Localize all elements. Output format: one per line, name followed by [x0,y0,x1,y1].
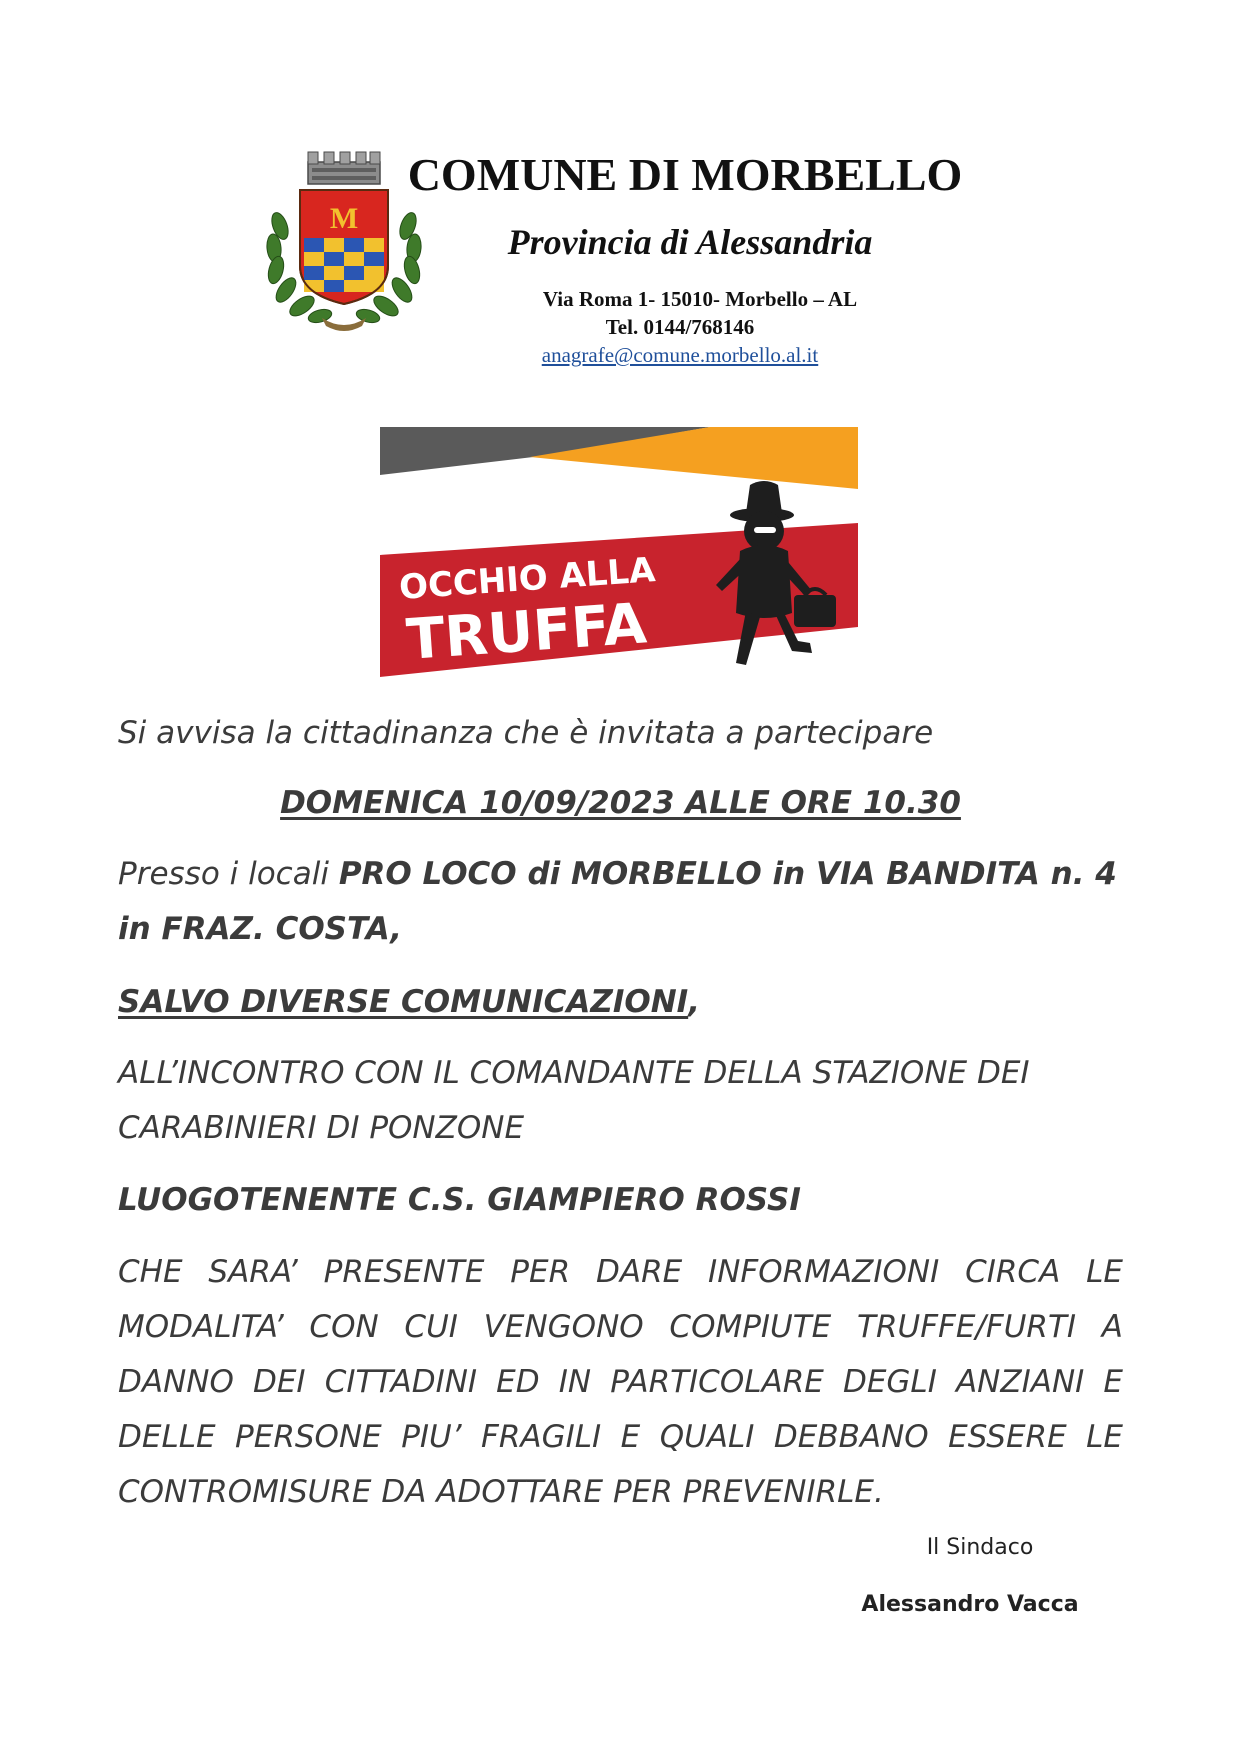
event-location [118,847,1123,957]
municipality-title: COMUNE DI MORBELLO [407,149,963,200]
telephone-line: Tel. 0144/768146 [605,315,755,339]
crown-icon [308,152,380,184]
salvo-comma: , [688,984,700,1020]
meeting-description: ALL’INCONTRO CON IL COMANDANTE DELLA STAZIONE DEI CARABINIERI DI PONZONE [118,1055,1030,1146]
salvo-text: SALVO DIVERSE COMUNICAZIONI [118,984,689,1020]
thief-eyes-icon [754,527,776,533]
meeting-details: CHE SARA’ PRESENTE PER DARE INFORMAZIONI CIRCA LE MODALITA’ CON CUI VENGONO COMPIUTE TRUFFE/FURTI A DANNO DEI CITTADINI ED IN PARTICOLARE DEGLI ANZIANI E DELLE PERSONE PIU’ FRAGILI E QUALI DEBBANO ESSERE LE CONTROMISURE DA ADOTTARE PER PREVENIRLE. [118,1254,1123,1510]
location-prefix: Presso i locali [118,856,339,892]
banner-line-1: OCCHIO ALLA [397,550,657,608]
location-detail: PRO LOCO di MORBELLO in VIA BANDITA n. 4 in FRAZ. COSTA, [118,856,1117,947]
salvo-notice [118,975,1123,1030]
address-line: Via Roma 1- 15010- Morbello – AL [542,287,858,311]
crest-letter: M [329,202,359,235]
invitation-intro: Si avvisa la cittadinanza che è invitata a partecipare [118,715,934,751]
officer-name: LUOGOTENENTE C.S. GIAMPIERO ROSSI [118,1182,801,1218]
province-subtitle: Provincia di Alessandria [507,222,873,262]
event-date: DOMENICA 10/09/2023 ALLE ORE 10.30 [280,785,961,821]
banner-line-2: TRUFFA [404,591,649,673]
scam-warning-banner [380,427,858,677]
signature-role: Il Sindaco [926,1535,1034,1560]
email-link[interactable]: anagrafe@comune.morbello.al.it [541,343,819,367]
signature-name: Alessandro Vacca [861,1592,1079,1617]
